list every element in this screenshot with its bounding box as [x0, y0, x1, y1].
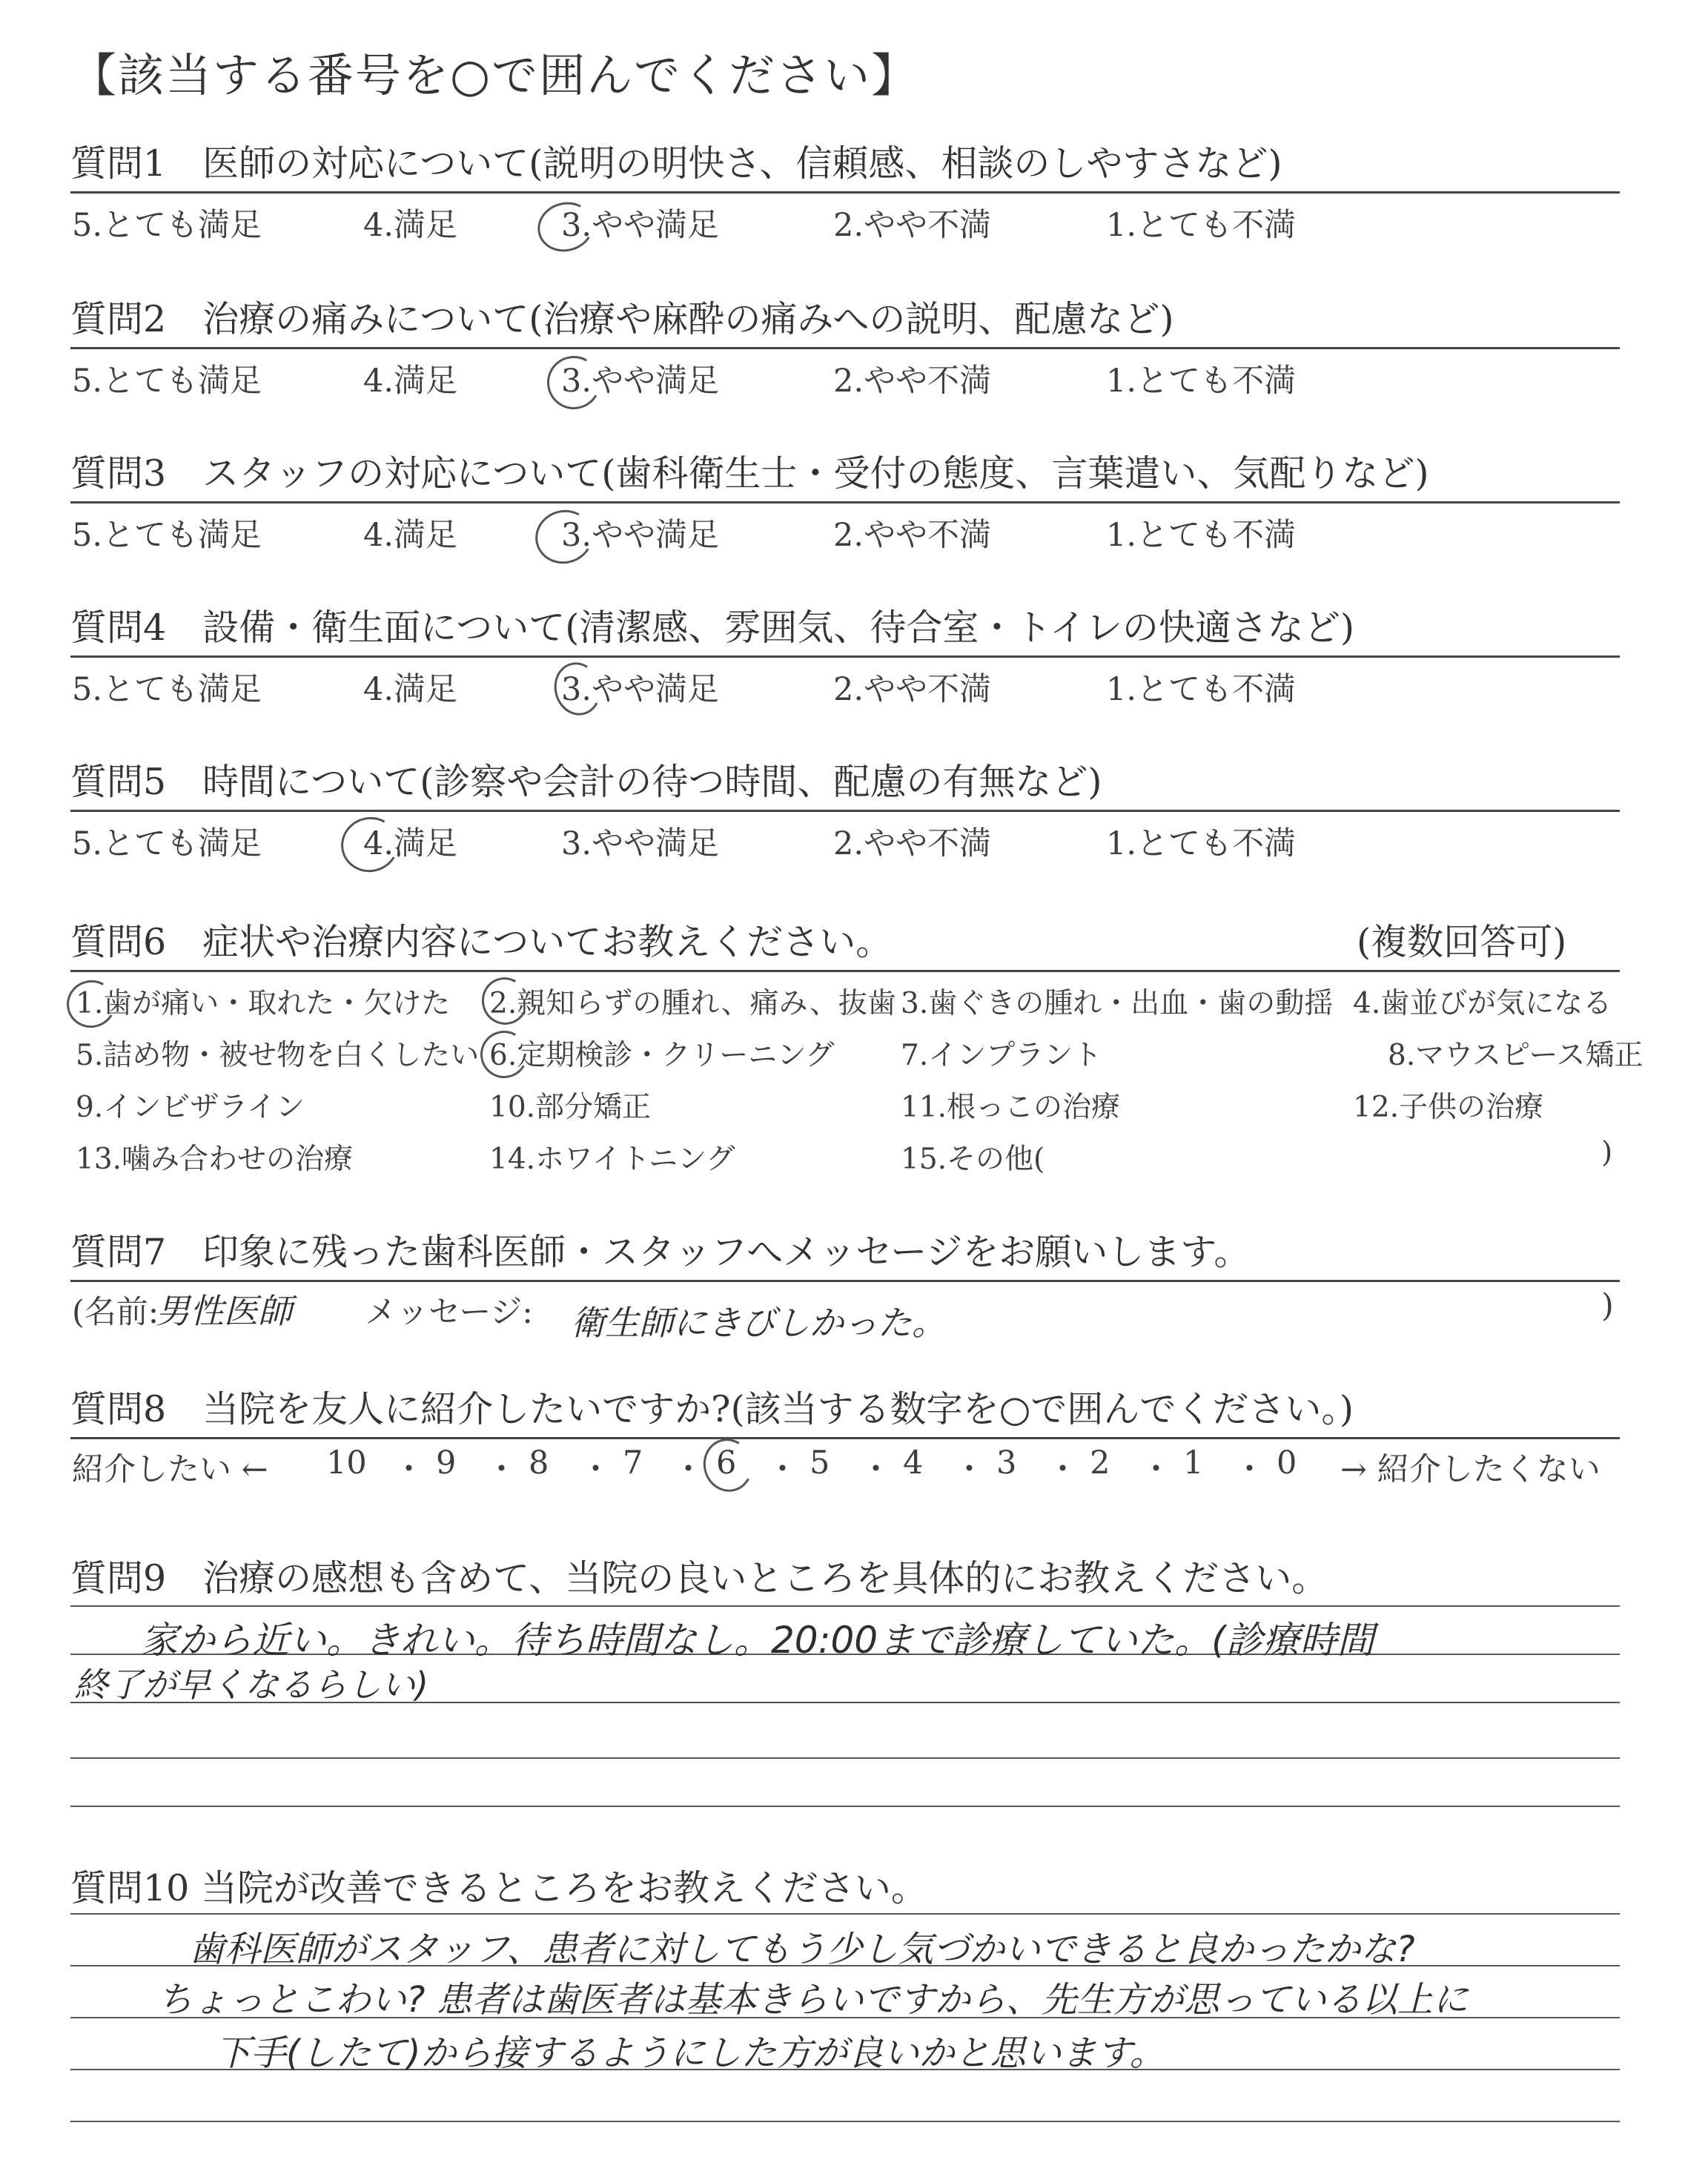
q8-dot: ・ [486, 1451, 517, 1488]
q8-scale-8[interactable]: 8 [529, 1444, 549, 1482]
q8-scale-2[interactable]: 2 [1090, 1444, 1110, 1482]
q7-name-label: (名前: [72, 1294, 159, 1331]
q2-option-2[interactable]: 2.やや不満 [833, 363, 992, 400]
q8-dot: ・ [393, 1451, 425, 1488]
q9-line [70, 1605, 1620, 1607]
q8-dot: ・ [1234, 1451, 1265, 1488]
q9-answer-line-2[interactable]: 終了が早くなるらしい) [74, 1665, 428, 1705]
q4-option-5[interactable]: 5.とても満足 [72, 671, 262, 708]
q8-dot: ・ [1047, 1451, 1079, 1488]
q2-rule [70, 347, 1620, 349]
q3-option-3[interactable]: 3.やや満足 [561, 517, 720, 554]
q9-answer-line-1[interactable]: 家から近い。きれい。待ち時間なし。20:00まで診療していた。(診療時間 [141, 1619, 1374, 1662]
q8-scale-10[interactable]: 10 [326, 1444, 367, 1482]
q5-title: 質問5 時間について(診察や会計の待つ時間、配慮の有無など) [70, 761, 1102, 803]
q10-line [70, 1913, 1620, 1915]
q7-message-label: メッセージ: [365, 1294, 533, 1331]
q5-option-2[interactable]: 2.やや不満 [833, 825, 992, 862]
q6-item-7[interactable]: 7.インプラント [901, 1039, 1102, 1072]
q2-option-4[interactable]: 4.満足 [363, 363, 458, 400]
q8-dot: ・ [1140, 1451, 1172, 1488]
q7-name-value[interactable]: 男性医師 [156, 1291, 292, 1331]
q6-rule [70, 970, 1620, 972]
q7-close-paren: ) [1601, 1287, 1614, 1324]
q6-item-12[interactable]: 12.子供の治療 [1353, 1091, 1544, 1124]
q8-dot: ・ [767, 1451, 798, 1488]
q6-item-5[interactable]: 5.詰め物・被せ物を白くしたい [76, 1039, 480, 1072]
q6-item-6[interactable]: 6.定期検診・クリーニング [489, 1039, 835, 1072]
q5-option-4[interactable]: 4.満足 [363, 825, 458, 862]
q10-line [70, 2121, 1620, 2122]
q10-title: 質問10 当院が改善できるところをお教えください。 [70, 1867, 927, 1909]
q3-option-4[interactable]: 4.満足 [363, 517, 458, 554]
q8-dot: ・ [672, 1451, 704, 1488]
q8-scale-9[interactable]: 9 [436, 1444, 457, 1482]
q8-scale-6[interactable]: 6 [716, 1444, 737, 1482]
q8-dot: ・ [580, 1451, 612, 1488]
q8-scale-5[interactable]: 5 [810, 1444, 830, 1482]
q6-item-2[interactable]: 2.親知らずの腫れ、痛み、抜歯 [489, 987, 896, 1020]
q9-title: 質問9 治療の感想も含めて、当院の良いところを具体的にお教えください。 [70, 1557, 1328, 1599]
q6-item-3[interactable]: 3.歯ぐきの腫れ・出血・歯の動揺 [901, 987, 1334, 1020]
q1-option-3[interactable]: 3.やや満足 [561, 207, 720, 244]
q5-option-3[interactable]: 3.やや満足 [561, 825, 720, 862]
q4-option-2[interactable]: 2.やや不満 [833, 671, 992, 708]
q4-option-4[interactable]: 4.満足 [363, 671, 458, 708]
q7-title: 質問7 印象に残った歯科医師・スタッフへメッセージをお願いします。 [70, 1231, 1251, 1273]
q3-option-5[interactable]: 5.とても満足 [72, 517, 262, 554]
q1-option-2[interactable]: 2.やや不満 [833, 207, 992, 244]
q1-option-5[interactable]: 5.とても満足 [72, 207, 262, 244]
q4-option-1[interactable]: 1.とても不満 [1106, 671, 1297, 708]
q4-rule [70, 655, 1620, 658]
q3-option-1[interactable]: 1.とても不満 [1106, 517, 1297, 554]
q6-item-15-close: ) [1601, 1136, 1613, 1169]
q8-dot: ・ [860, 1451, 892, 1488]
q8-scale-4[interactable]: 4 [903, 1444, 924, 1482]
q6-item-10[interactable]: 10.部分矯正 [489, 1091, 652, 1124]
q5-option-1[interactable]: 1.とても不満 [1106, 825, 1297, 862]
q4-option-3[interactable]: 3.やや満足 [561, 671, 720, 708]
q10-answer-line-2[interactable]: ちょっとこわい? 患者は歯医者は基本きらいですから、先生方が思っている以上に [157, 1979, 1469, 2021]
q10-answer-line-1[interactable]: 歯科医師がスタッフ、患者に対してもう少し気づかいできると良かったかな? [189, 1929, 1415, 1970]
q3-rule [70, 501, 1620, 503]
q5-option-5[interactable]: 5.とても満足 [72, 825, 262, 862]
q2-title: 質問2 治療の痛みについて(治療や麻酔の痛みへの説明、配慮など) [70, 298, 1174, 340]
q7-rule [70, 1280, 1620, 1282]
q6-item-8[interactable]: 8.マウスピース矯正 [1388, 1039, 1644, 1072]
q2-option-3[interactable]: 3.やや満足 [561, 363, 720, 400]
q2-option-1[interactable]: 1.とても不満 [1106, 363, 1297, 400]
q2-option-5[interactable]: 5.とても満足 [72, 363, 262, 400]
q6-title: 質問6 症状や治療内容についてお教えください。 [70, 921, 893, 963]
q10-answer-line-3[interactable]: 下手(したて)から接するようにした方が良いかと思います。 [215, 2032, 1165, 2074]
q1-option-1[interactable]: 1.とても不満 [1106, 207, 1297, 244]
q3-title: 質問3 スタッフの対応について(歯科衛生士・受付の態度、言葉遣い、気配りなど) [70, 452, 1429, 495]
q6-item-1[interactable]: 1.歯が痛い・取れた・欠けた [76, 987, 451, 1020]
q8-scale-3[interactable]: 3 [996, 1444, 1017, 1482]
q3-option-2[interactable]: 2.やや不満 [833, 517, 992, 554]
q4-title: 質問4 設備・衛生面について(清潔感、雰囲気、待合室・トイレの快適さなど) [70, 607, 1354, 649]
q8-scale-0[interactable]: 0 [1277, 1444, 1297, 1482]
q5-rule [70, 810, 1620, 812]
q8-rule [70, 1437, 1620, 1439]
q1-title: 質問1 医師の対応について(説明の明快さ、信頼感、相談のしやすさなど) [70, 142, 1282, 185]
q8-selection-circle [698, 1433, 758, 1498]
q8-scale-1[interactable]: 1 [1183, 1444, 1204, 1482]
q9-line [70, 1806, 1620, 1807]
q8-scale-7[interactable]: 7 [623, 1444, 643, 1482]
q6-multiple-note: (複数回答可) [1357, 921, 1567, 963]
q6-item-9[interactable]: 9.インビザライン [76, 1091, 305, 1124]
q8-left-label: 紹介したい ← [72, 1451, 268, 1488]
q8-title: 質問8 当院を友人に紹介したいですか?(該当する数字を○で囲んでください。) [70, 1388, 1354, 1430]
q6-item-14[interactable]: 14.ホワイトニング [489, 1143, 735, 1176]
q6-item-11[interactable]: 11.根っこの治療 [901, 1091, 1121, 1124]
q6-item-13[interactable]: 13.噛み合わせの治療 [76, 1143, 354, 1176]
q8-right-label: → 紹介したくない [1340, 1451, 1601, 1488]
q6-item-15[interactable]: 15.その他( [901, 1143, 1045, 1176]
page-header: 【該当する番号を○で囲んでください】 [70, 48, 919, 102]
q7-message-value[interactable]: 衛生師にきびしかった。 [571, 1303, 946, 1343]
q1-rule [70, 191, 1620, 194]
q6-item-4[interactable]: 4.歯並びが気になる [1353, 987, 1612, 1020]
q1-option-4[interactable]: 4.満足 [363, 207, 458, 244]
q9-line [70, 1757, 1620, 1759]
q8-dot: ・ [953, 1451, 985, 1488]
